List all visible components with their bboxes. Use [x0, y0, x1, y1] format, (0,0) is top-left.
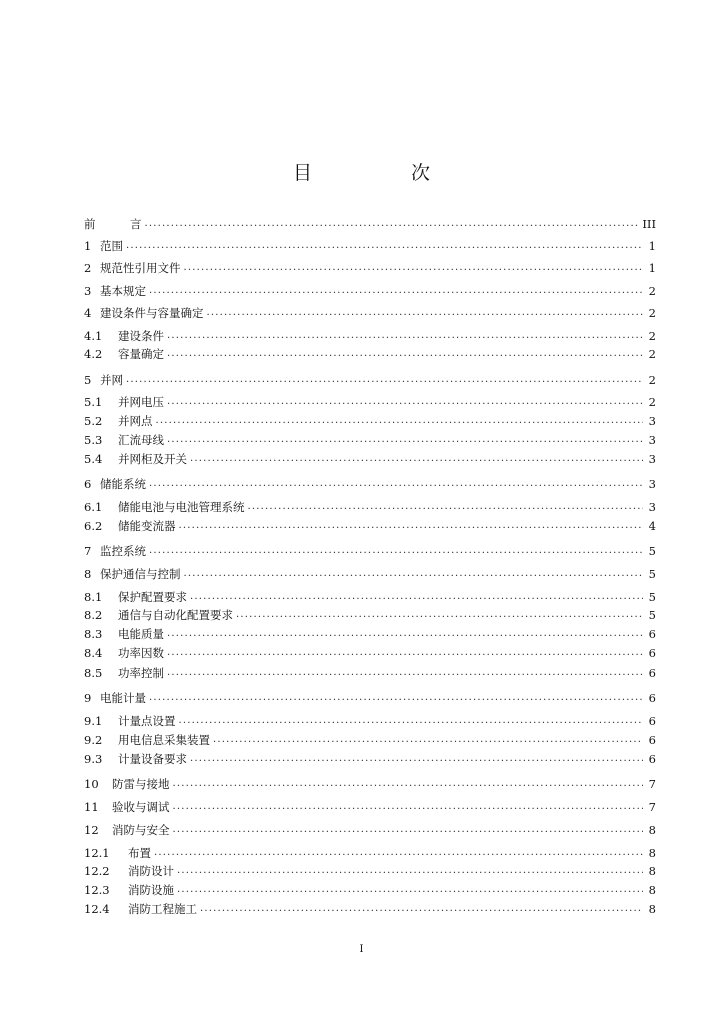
toc-entry-number: 4.2	[84, 347, 103, 361]
toc-leader-dots	[179, 518, 644, 534]
toc-entry[interactable]	[84, 413, 656, 429]
toc-entry-number: 9.3	[84, 752, 103, 766]
toc-entry-number: 12	[84, 823, 99, 837]
toc-entry[interactable]	[84, 566, 656, 582]
toc-entry[interactable]	[84, 822, 656, 838]
toc-entry-page: 3	[648, 477, 656, 491]
toc-entry-page: 5	[648, 567, 656, 581]
toc-entry-title: 消防设计	[128, 864, 174, 878]
toc-entry[interactable]	[84, 499, 656, 515]
toc-entry-title: 范围	[100, 239, 123, 253]
toc-entry-page: 6	[648, 733, 656, 747]
toc-entry[interactable]	[84, 713, 656, 729]
toc-entry-page: 3	[648, 452, 656, 466]
toc-leader-dots	[167, 328, 643, 344]
toc-entry-title: 保护配置要求	[118, 590, 187, 604]
toc-entry-page: 2	[648, 329, 656, 343]
toc-entry-number: 6.1	[84, 500, 103, 514]
toc-leader-dots	[167, 626, 643, 642]
toc-entry-number: 8.1	[84, 590, 103, 604]
toc-entry[interactable]	[84, 845, 656, 861]
toc-entry[interactable]	[84, 476, 656, 492]
toc-entry-page: 3	[648, 500, 656, 514]
toc-entry[interactable]	[84, 305, 656, 321]
toc-entry-number: 4	[84, 306, 92, 320]
toc-entry[interactable]	[84, 799, 656, 815]
toc-entry-title: 言	[130, 217, 142, 231]
toc-entry-number: 7	[84, 544, 92, 558]
toc-entry-page: 7	[648, 777, 656, 791]
toc-entry-page: 8	[648, 823, 656, 837]
toc-entry-title: 并网柜及开关	[118, 452, 187, 466]
toc-leader-dots	[248, 499, 644, 515]
toc-entry[interactable]	[84, 283, 656, 299]
toc-entry-number: 2	[84, 261, 92, 275]
toc-leader-dots	[167, 432, 643, 448]
toc-entry-page: 1	[648, 239, 656, 253]
toc-entry-title: 并网点	[118, 414, 153, 428]
toc-leader-dots	[149, 476, 643, 492]
toc-entry-page: 6	[648, 646, 656, 660]
toc-entry[interactable]	[84, 346, 656, 362]
toc-entry-page: 8	[648, 883, 656, 897]
toc-entry-title: 消防设施	[128, 883, 174, 897]
toc-entry-title: 建设条件	[118, 329, 164, 343]
toc-leader-dots	[154, 845, 643, 861]
toc-leader-dots	[179, 713, 644, 729]
toc-leader-dots	[173, 799, 644, 815]
toc-entry-number: 5.2	[84, 414, 103, 428]
toc-entry-number: 9.1	[84, 714, 103, 728]
toc-leader-dots	[173, 776, 644, 792]
toc-leader-dots	[167, 645, 643, 661]
toc-entry-title: 规范性引用文件	[100, 261, 181, 275]
toc-entry[interactable]	[84, 589, 656, 605]
toc-entry-title: 基本规定	[100, 284, 146, 298]
toc-entry[interactable]	[84, 518, 656, 534]
toc-entry[interactable]	[84, 863, 656, 879]
toc-entry-number: 5	[84, 373, 92, 387]
toc-entry-page: 6	[648, 691, 656, 705]
toc-entry[interactable]	[84, 372, 656, 388]
toc-entry-page: 8	[648, 902, 656, 916]
toc-entry[interactable]	[84, 607, 656, 623]
toc-leader-dots	[126, 372, 643, 388]
toc-title: 目 次	[292, 162, 470, 184]
toc-entry-title: 功率控制	[118, 666, 164, 680]
toc-entry-title: 容量确定	[118, 347, 164, 361]
toc-entry-number: 8.2	[84, 608, 103, 622]
toc-entry-number: 10	[84, 777, 99, 791]
toc-leader-dots	[167, 665, 643, 681]
toc-entry-number: 9	[84, 691, 92, 705]
toc-entry-page: 6	[648, 714, 656, 728]
toc-entry-title: 消防工程施工	[128, 902, 197, 916]
toc-leader-dots	[167, 394, 643, 410]
toc-entry[interactable]	[84, 543, 656, 559]
toc-entry-page: 8	[648, 846, 656, 860]
toc-entry-title: 保护通信与控制	[100, 567, 181, 581]
toc-entry-number: 8.3	[84, 627, 103, 641]
toc-leader-dots	[145, 216, 640, 232]
toc-entry-page: 3	[648, 414, 656, 428]
page-number: I	[359, 944, 364, 955]
toc-entry-number: 5.1	[84, 395, 103, 409]
toc-entry-title: 计量点设置	[118, 714, 176, 728]
toc-entry[interactable]	[84, 626, 656, 642]
toc-entry-page: 4	[648, 519, 656, 533]
toc-entry-number: 12.2	[84, 864, 110, 878]
toc-entry-number: 6	[84, 477, 92, 491]
toc-entry-page: 1	[648, 261, 656, 275]
toc-leader-dots	[149, 283, 643, 299]
toc-entry-number: 6.2	[84, 519, 103, 533]
toc-entry[interactable]	[84, 732, 656, 748]
toc-entry[interactable]	[84, 776, 656, 792]
toc-entry-number: 12.4	[84, 902, 110, 916]
toc-entry-title: 验收与调试	[112, 800, 170, 814]
toc-entry-page: 2	[648, 347, 656, 361]
toc-entry-title: 储能电池与电池管理系统	[118, 500, 245, 514]
toc-leader-dots	[177, 863, 643, 879]
toc-leader-dots	[167, 346, 643, 362]
toc-leader-dots	[213, 732, 643, 748]
toc-entry-title: 防雷与接地	[112, 777, 170, 791]
toc-entry[interactable]	[84, 882, 656, 898]
toc-entry-page: 5	[648, 608, 656, 622]
toc-entry-title: 通信与自动化配置要求	[118, 608, 233, 622]
toc-leader-dots	[149, 690, 643, 706]
toc-entry-page: 7	[648, 800, 656, 814]
toc-entry[interactable]	[84, 690, 656, 706]
toc-entry[interactable]	[84, 901, 656, 917]
toc-entry-title: 汇流母线	[118, 433, 164, 447]
toc-entry-title: 并网	[100, 373, 123, 387]
toc-entry-number: 8.4	[84, 646, 103, 660]
toc-entry[interactable]	[84, 394, 656, 410]
toc-entry-page: 6	[648, 752, 656, 766]
toc-entry-number: 5.3	[84, 433, 103, 447]
toc-leader-dots	[190, 451, 643, 467]
toc-entry-number: 1	[84, 239, 92, 253]
toc-entry-title: 储能系统	[100, 477, 146, 491]
toc-entry-number: 8	[84, 567, 92, 581]
toc-entry-page: 2	[648, 395, 656, 409]
toc-entry[interactable]	[84, 645, 656, 661]
toc-entry-page: III	[642, 217, 656, 231]
toc-entry-number: 3	[84, 284, 92, 298]
toc-entry-number: 前	[84, 217, 96, 231]
toc-entry[interactable]	[84, 238, 656, 254]
toc-entry[interactable]	[84, 260, 656, 276]
toc-leader-dots	[184, 566, 644, 582]
toc-entry[interactable]	[84, 451, 656, 467]
toc-entry-title: 用电信息采集装置	[118, 733, 210, 747]
toc-entry-page: 6	[648, 627, 656, 641]
toc-leader-dots	[126, 238, 643, 254]
toc-entry-page: 3	[648, 433, 656, 447]
toc-entry[interactable]	[84, 751, 656, 767]
toc-entry[interactable]	[84, 665, 656, 681]
toc-leader-dots	[149, 543, 643, 559]
toc-entry-title: 计量设备要求	[118, 752, 187, 766]
toc-entry[interactable]	[84, 216, 656, 232]
toc-entry-page: 8	[648, 864, 656, 878]
toc-entry-page: 6	[648, 666, 656, 680]
toc-entry[interactable]	[84, 432, 656, 448]
toc-entry-page: 5	[648, 544, 656, 558]
toc-leader-dots	[207, 305, 644, 321]
toc-leader-dots	[184, 260, 644, 276]
toc-leader-dots	[177, 882, 643, 898]
toc-leader-dots	[200, 901, 643, 917]
toc-leader-dots	[236, 607, 643, 623]
toc-entry-title: 消防与安全	[112, 823, 170, 837]
toc-entry-page: 5	[648, 590, 656, 604]
toc-leader-dots	[173, 822, 644, 838]
toc-entry-number: 5.4	[84, 452, 103, 466]
toc-entry-title: 建设条件与容量确定	[100, 306, 204, 320]
toc-entry[interactable]	[84, 328, 656, 344]
toc-entry-page: 2	[648, 284, 656, 298]
toc-entry-title: 监控系统	[100, 544, 146, 558]
toc-entry-title: 功率因数	[118, 646, 164, 660]
toc-leader-dots	[190, 589, 643, 605]
toc-entry-page: 2	[648, 306, 656, 320]
toc-entry-title: 并网电压	[118, 395, 164, 409]
toc-leader-dots	[156, 413, 644, 429]
toc-entry-title: 储能变流器	[118, 519, 176, 533]
toc-entry-number: 12.1	[84, 846, 110, 860]
toc-entry-number: 4.1	[84, 329, 103, 343]
toc-entry-number: 8.5	[84, 666, 103, 680]
toc-leader-dots	[190, 751, 643, 767]
toc-entry-number: 9.2	[84, 733, 103, 747]
toc-entry-title: 电能质量	[118, 627, 164, 641]
toc-entry-page: 2	[648, 373, 656, 387]
toc-entry-title: 布置	[128, 846, 151, 860]
toc-entry-number: 11	[84, 800, 99, 814]
toc-entry-title: 电能计量	[100, 691, 146, 705]
toc-entry-number: 12.3	[84, 883, 110, 897]
